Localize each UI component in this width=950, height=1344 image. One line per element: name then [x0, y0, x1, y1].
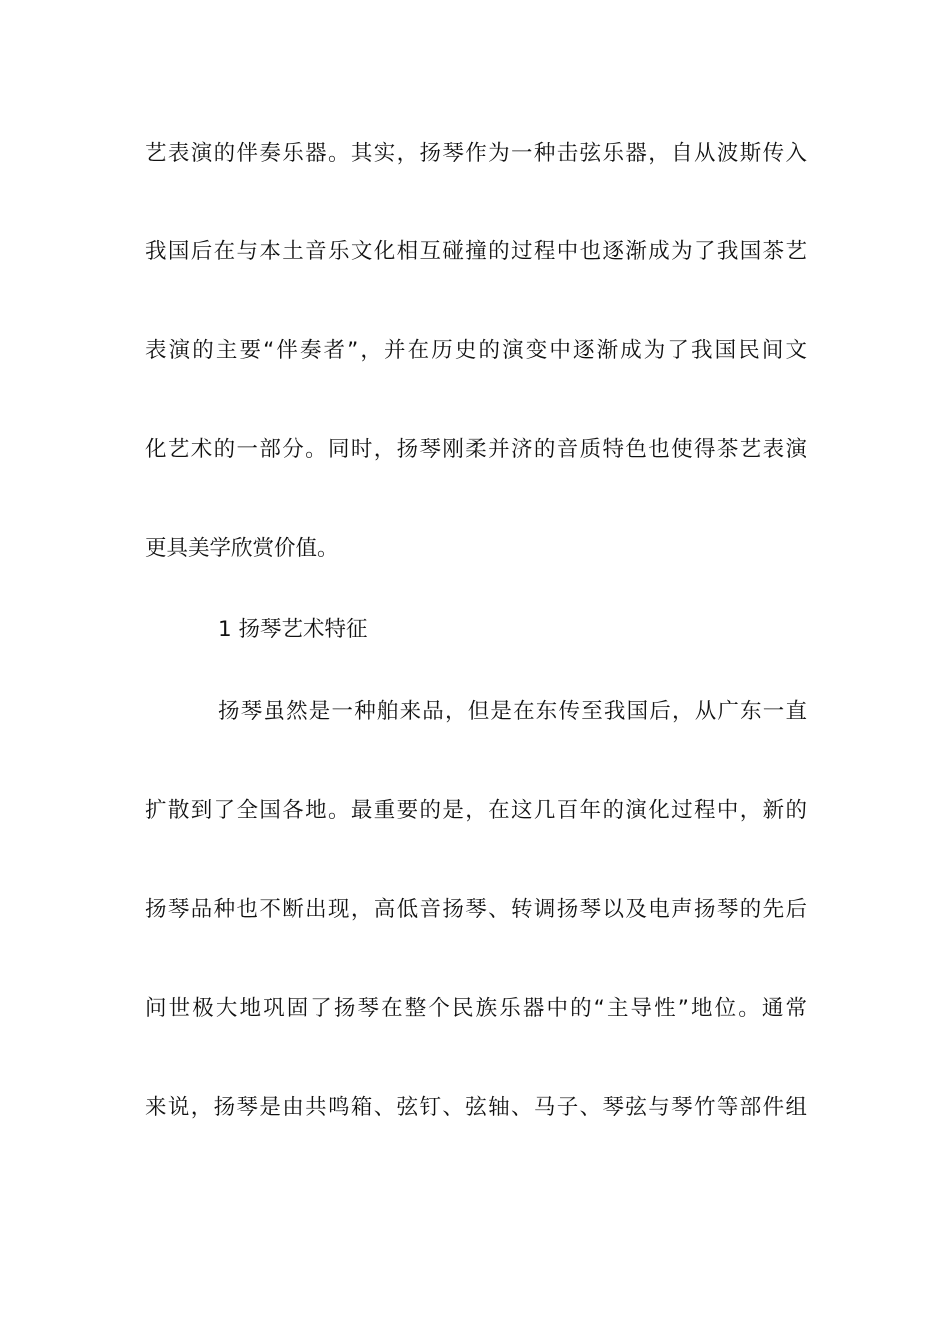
- section-heading: 1 扬琴艺术特征: [218, 617, 368, 642]
- paragraph-2-line-2: 扩散到了全国各地。最重要的是，在这几百年的演化过程中，新的: [145, 798, 807, 823]
- paragraph-2-line-5: 来说，扬琴是由共鸣箱、弦钉、弦轴、马子、琴弦与琴竹等部件组: [145, 1095, 807, 1120]
- paragraph-1-line-5: 更具美学欣赏价值。: [145, 536, 339, 561]
- paragraph-1-line-2: 我国后在与本土音乐文化相互碰撞的过程中也逐渐成为了我国茶艺: [145, 239, 807, 264]
- paragraph-2-line-4: 问世极大地巩固了扬琴在整个民族乐器中的“主导性”地位。通常: [145, 996, 807, 1021]
- paragraph-1-line-4: 化艺术的一部分。同时，扬琴刚柔并济的音质特色也使得茶艺表演: [145, 437, 807, 462]
- paragraph-1-line-3: 表演的主要“伴奏者”，并在历史的演变中逐渐成为了我国民间文: [145, 338, 807, 363]
- paragraph-2-line-1: 扬琴虽然是一种舶来品，但是在东传至我国后，从广东一直: [218, 699, 807, 724]
- paragraph-2-line-3: 扬琴品种也不断出现，高低音扬琴、转调扬琴以及电声扬琴的先后: [145, 897, 807, 922]
- paragraph-1-line-1: 艺表演的伴奏乐器。其实，扬琴作为一种击弦乐器，自从波斯传入: [145, 141, 807, 166]
